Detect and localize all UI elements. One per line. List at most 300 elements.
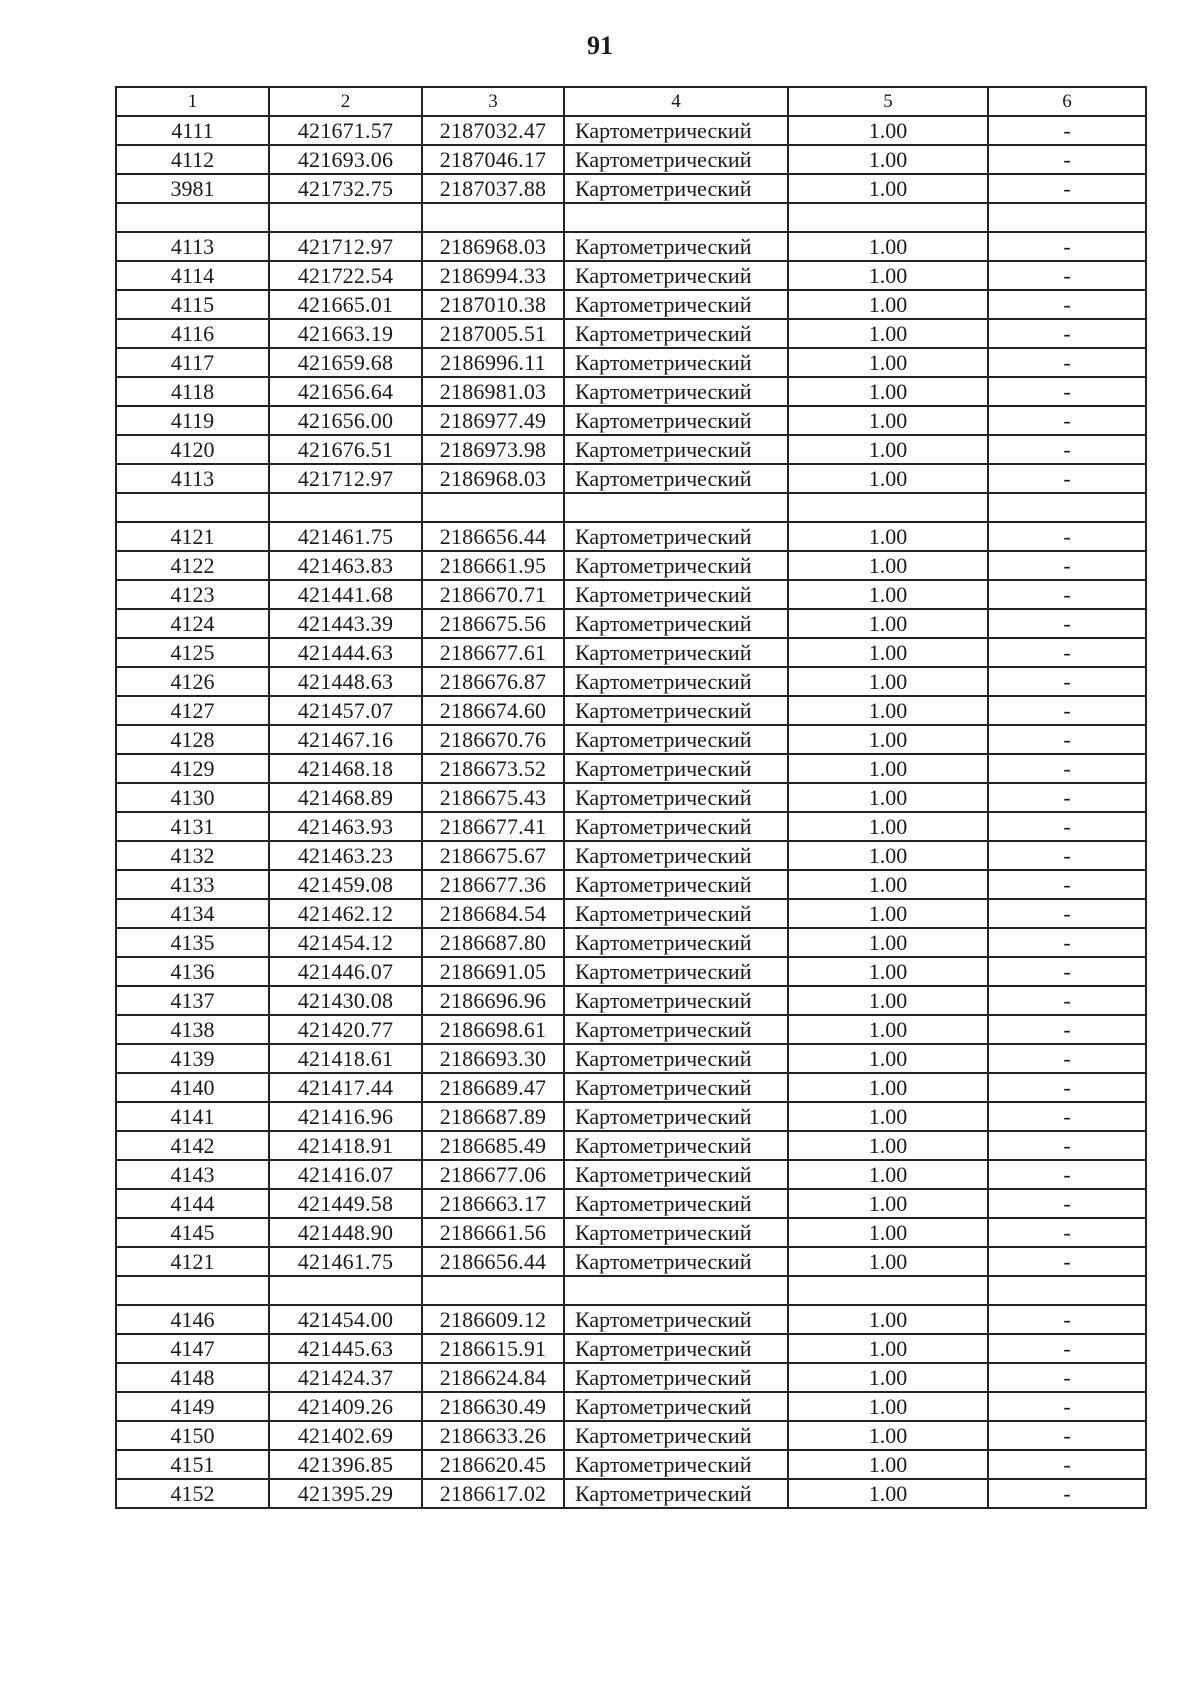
point-number-cell: 4139	[116, 1044, 269, 1073]
note-cell: -	[988, 116, 1146, 145]
y-coordinate-cell: 2186973.98	[422, 435, 564, 464]
accuracy-cell: 1.00	[788, 580, 988, 609]
table-body	[116, 116, 1146, 1508]
y-coordinate-cell: 2186673.52	[422, 754, 564, 783]
method-cell: Картометрический	[564, 725, 788, 754]
y-coordinate-cell: 2186675.56	[422, 609, 564, 638]
point-number-cell: 4117	[116, 348, 269, 377]
note-cell	[988, 1276, 1146, 1305]
table-row	[116, 174, 1146, 203]
table-row	[116, 928, 1146, 957]
x-coordinate-cell: 421454.00	[269, 1305, 422, 1334]
y-coordinate-cell: 2186661.95	[422, 551, 564, 580]
x-coordinate-cell: 421444.63	[269, 638, 422, 667]
accuracy-cell: 1.00	[788, 841, 988, 870]
note-cell: -	[988, 348, 1146, 377]
accuracy-cell: 1.00	[788, 232, 988, 261]
note-cell: -	[988, 406, 1146, 435]
point-number-cell: 4116	[116, 319, 269, 348]
y-coordinate-cell: 2186687.89	[422, 1102, 564, 1131]
method-cell: Картометрический	[564, 290, 788, 319]
note-cell: -	[988, 928, 1146, 957]
table-row	[116, 348, 1146, 377]
page-number: 91	[587, 31, 613, 60]
note-cell: -	[988, 1102, 1146, 1131]
point-number-cell: 4137	[116, 986, 269, 1015]
point-number-cell: 3981	[116, 174, 269, 203]
note-cell: -	[988, 638, 1146, 667]
table-row	[116, 290, 1146, 319]
note-cell: -	[988, 841, 1146, 870]
note-cell: -	[988, 580, 1146, 609]
accuracy-cell: 1.00	[788, 1218, 988, 1247]
point-number-cell: 4125	[116, 638, 269, 667]
accuracy-cell: 1.00	[788, 435, 988, 464]
note-cell: -	[988, 1363, 1146, 1392]
note-cell: -	[988, 174, 1146, 203]
x-coordinate-cell: 421416.96	[269, 1102, 422, 1131]
table-row	[116, 667, 1146, 696]
note-cell: -	[988, 609, 1146, 638]
table-row	[116, 841, 1146, 870]
accuracy-cell: 1.00	[788, 1450, 988, 1479]
x-coordinate-cell: 421659.68	[269, 348, 422, 377]
table-row	[116, 580, 1146, 609]
accuracy-cell: 1.00	[788, 1421, 988, 1450]
note-cell: -	[988, 667, 1146, 696]
point-number-cell: 4111	[116, 116, 269, 145]
method-cell: Картометрический	[564, 1421, 788, 1450]
y-coordinate-cell: 2186687.80	[422, 928, 564, 957]
accuracy-cell: 1.00	[788, 899, 988, 928]
accuracy-cell	[788, 203, 988, 232]
accuracy-cell: 1.00	[788, 1189, 988, 1218]
accuracy-cell: 1.00	[788, 406, 988, 435]
x-coordinate-cell: 421468.89	[269, 783, 422, 812]
y-coordinate-cell: 2186685.49	[422, 1131, 564, 1160]
note-cell: -	[988, 899, 1146, 928]
x-coordinate-cell: 421430.08	[269, 986, 422, 1015]
header-cell: 5	[788, 87, 988, 116]
table-row	[116, 203, 1146, 232]
note-cell: -	[988, 870, 1146, 899]
x-coordinate-cell: 421402.69	[269, 1421, 422, 1450]
table-row	[116, 812, 1146, 841]
note-cell: -	[988, 145, 1146, 174]
method-cell: Картометрический	[564, 1479, 788, 1508]
accuracy-cell: 1.00	[788, 1015, 988, 1044]
point-number-cell	[116, 1276, 269, 1305]
method-cell: Картометрический	[564, 1102, 788, 1131]
note-cell: -	[988, 1450, 1146, 1479]
table-row	[116, 493, 1146, 522]
accuracy-cell: 1.00	[788, 957, 988, 986]
accuracy-cell: 1.00	[788, 319, 988, 348]
header-cell: 3	[422, 87, 564, 116]
method-cell: Картометрический	[564, 377, 788, 406]
note-cell: -	[988, 1131, 1146, 1160]
table-row	[116, 1044, 1146, 1073]
y-coordinate-cell: 2186677.61	[422, 638, 564, 667]
table-row	[116, 1131, 1146, 1160]
method-cell: Картометрический	[564, 899, 788, 928]
point-number-cell: 4115	[116, 290, 269, 319]
y-coordinate-cell: 2186656.44	[422, 1247, 564, 1276]
accuracy-cell: 1.00	[788, 1044, 988, 1073]
accuracy-cell: 1.00	[788, 1334, 988, 1363]
table-row	[116, 696, 1146, 725]
table-row	[116, 783, 1146, 812]
point-number-cell: 4126	[116, 667, 269, 696]
x-coordinate-cell: 421467.16	[269, 725, 422, 754]
accuracy-cell: 1.00	[788, 986, 988, 1015]
point-number-cell: 4127	[116, 696, 269, 725]
x-coordinate-cell: 421418.61	[269, 1044, 422, 1073]
table-row	[116, 638, 1146, 667]
x-coordinate-cell: 421722.54	[269, 261, 422, 290]
point-number-cell: 4130	[116, 783, 269, 812]
header-cell: 1	[116, 87, 269, 116]
method-cell: Картометрический	[564, 116, 788, 145]
x-coordinate-cell: 421463.83	[269, 551, 422, 580]
y-coordinate-cell: 2186996.11	[422, 348, 564, 377]
x-coordinate-cell: 421732.75	[269, 174, 422, 203]
method-cell: Картометрический	[564, 1160, 788, 1189]
point-number-cell: 4149	[116, 1392, 269, 1421]
note-cell: -	[988, 1073, 1146, 1102]
table-row	[116, 899, 1146, 928]
table-row	[116, 754, 1146, 783]
note-cell: -	[988, 1044, 1146, 1073]
point-number-cell: 4148	[116, 1363, 269, 1392]
y-coordinate-cell: 2186675.43	[422, 783, 564, 812]
table-row	[116, 957, 1146, 986]
point-number-cell: 4140	[116, 1073, 269, 1102]
table-row	[116, 870, 1146, 899]
accuracy-cell: 1.00	[788, 609, 988, 638]
x-coordinate-cell: 421396.85	[269, 1450, 422, 1479]
note-cell	[988, 203, 1146, 232]
y-coordinate-cell: 2186696.96	[422, 986, 564, 1015]
table-row	[116, 1276, 1146, 1305]
note-cell: -	[988, 464, 1146, 493]
accuracy-cell: 1.00	[788, 696, 988, 725]
note-cell: -	[988, 1189, 1146, 1218]
method-cell: Картометрический	[564, 1334, 788, 1363]
accuracy-cell	[788, 493, 988, 522]
point-number-cell: 4144	[116, 1189, 269, 1218]
y-coordinate-cell: 2186698.61	[422, 1015, 564, 1044]
y-coordinate-cell: 2187005.51	[422, 319, 564, 348]
point-number-cell: 4143	[116, 1160, 269, 1189]
method-cell	[564, 493, 788, 522]
note-cell: -	[988, 1392, 1146, 1421]
accuracy-cell: 1.00	[788, 638, 988, 667]
x-coordinate-cell: 421461.75	[269, 522, 422, 551]
x-coordinate-cell: 421461.75	[269, 1247, 422, 1276]
y-coordinate-cell: 2186968.03	[422, 464, 564, 493]
x-coordinate-cell: 421457.07	[269, 696, 422, 725]
y-coordinate-cell: 2186994.33	[422, 261, 564, 290]
method-cell: Картометрический	[564, 812, 788, 841]
x-coordinate-cell: 421443.39	[269, 609, 422, 638]
y-coordinate-cell: 2186676.87	[422, 667, 564, 696]
accuracy-cell: 1.00	[788, 783, 988, 812]
note-cell: -	[988, 812, 1146, 841]
point-number-cell: 4131	[116, 812, 269, 841]
table-row	[116, 464, 1146, 493]
table-row	[116, 116, 1146, 145]
accuracy-cell: 1.00	[788, 1479, 988, 1508]
table-row	[116, 1102, 1146, 1131]
note-cell: -	[988, 551, 1146, 580]
accuracy-cell: 1.00	[788, 1247, 988, 1276]
y-coordinate-cell: 2186620.45	[422, 1450, 564, 1479]
method-cell: Картометрический	[564, 580, 788, 609]
accuracy-cell: 1.00	[788, 754, 988, 783]
method-cell: Картометрический	[564, 1044, 788, 1073]
note-cell: -	[988, 232, 1146, 261]
note-cell: -	[988, 696, 1146, 725]
x-coordinate-cell: 421416.07	[269, 1160, 422, 1189]
x-coordinate-cell	[269, 203, 422, 232]
note-cell: -	[988, 261, 1146, 290]
y-coordinate-cell: 2186609.12	[422, 1305, 564, 1334]
method-cell	[564, 1276, 788, 1305]
method-cell: Картометрический	[564, 232, 788, 261]
method-cell: Картометрический	[564, 754, 788, 783]
y-coordinate-cell: 2186691.05	[422, 957, 564, 986]
note-cell: -	[988, 319, 1146, 348]
y-coordinate-cell: 2186617.02	[422, 1479, 564, 1508]
point-number-cell	[116, 203, 269, 232]
y-coordinate-cell: 2186968.03	[422, 232, 564, 261]
method-cell: Картометрический	[564, 1392, 788, 1421]
note-cell: -	[988, 1479, 1146, 1508]
accuracy-cell: 1.00	[788, 377, 988, 406]
x-coordinate-cell: 421459.08	[269, 870, 422, 899]
y-coordinate-cell: 2187010.38	[422, 290, 564, 319]
x-coordinate-cell: 421712.97	[269, 464, 422, 493]
header-cell: 2	[269, 87, 422, 116]
y-coordinate-cell: 2186677.36	[422, 870, 564, 899]
point-number-cell: 4152	[116, 1479, 269, 1508]
note-cell: -	[988, 1015, 1146, 1044]
table-row	[116, 1305, 1146, 1334]
accuracy-cell: 1.00	[788, 348, 988, 377]
method-cell: Картометрический	[564, 1305, 788, 1334]
y-coordinate-cell: 2186674.60	[422, 696, 564, 725]
x-coordinate-cell: 421395.29	[269, 1479, 422, 1508]
x-coordinate-cell: 421463.23	[269, 841, 422, 870]
x-coordinate-cell: 421445.63	[269, 1334, 422, 1363]
table-row	[116, 551, 1146, 580]
method-cell: Картометрический	[564, 464, 788, 493]
table-row	[116, 406, 1146, 435]
point-number-cell: 4134	[116, 899, 269, 928]
note-cell: -	[988, 1218, 1146, 1247]
accuracy-cell: 1.00	[788, 1073, 988, 1102]
x-coordinate-cell: 421676.51	[269, 435, 422, 464]
note-cell: -	[988, 522, 1146, 551]
note-cell: -	[988, 377, 1146, 406]
x-coordinate-cell: 421441.68	[269, 580, 422, 609]
x-coordinate-cell: 421424.37	[269, 1363, 422, 1392]
method-cell: Картометрический	[564, 1073, 788, 1102]
point-number-cell: 4151	[116, 1450, 269, 1479]
point-number-cell: 4124	[116, 609, 269, 638]
x-coordinate-cell: 421420.77	[269, 1015, 422, 1044]
method-cell: Картометрический	[564, 1247, 788, 1276]
method-cell: Картометрический	[564, 522, 788, 551]
point-number-cell: 4113	[116, 232, 269, 261]
point-number-cell: 4120	[116, 435, 269, 464]
x-coordinate-cell: 421448.63	[269, 667, 422, 696]
x-coordinate-cell: 421409.26	[269, 1392, 422, 1421]
table-row	[116, 145, 1146, 174]
accuracy-cell	[788, 1276, 988, 1305]
method-cell: Картометрический	[564, 667, 788, 696]
point-number-cell: 4136	[116, 957, 269, 986]
accuracy-cell: 1.00	[788, 1392, 988, 1421]
table-row	[116, 1479, 1146, 1508]
y-coordinate-cell: 2186663.17	[422, 1189, 564, 1218]
note-cell	[988, 493, 1146, 522]
note-cell: -	[988, 725, 1146, 754]
coordinates-table	[115, 86, 1147, 1509]
y-coordinate-cell: 2186677.41	[422, 812, 564, 841]
y-coordinate-cell: 2186656.44	[422, 522, 564, 551]
table-row	[116, 522, 1146, 551]
accuracy-cell: 1.00	[788, 522, 988, 551]
table-row	[116, 1421, 1146, 1450]
method-cell	[564, 203, 788, 232]
point-number-cell	[116, 493, 269, 522]
method-cell: Картометрический	[564, 174, 788, 203]
note-cell: -	[988, 290, 1146, 319]
method-cell: Картометрический	[564, 435, 788, 464]
x-coordinate-cell: 421712.97	[269, 232, 422, 261]
method-cell: Картометрический	[564, 870, 788, 899]
x-coordinate-cell: 421448.90	[269, 1218, 422, 1247]
y-coordinate-cell	[422, 1276, 564, 1305]
accuracy-cell: 1.00	[788, 174, 988, 203]
note-cell: -	[988, 1334, 1146, 1363]
x-coordinate-cell: 421656.00	[269, 406, 422, 435]
accuracy-cell: 1.00	[788, 725, 988, 754]
note-cell: -	[988, 1305, 1146, 1334]
point-number-cell: 4132	[116, 841, 269, 870]
accuracy-cell: 1.00	[788, 1305, 988, 1334]
method-cell: Картометрический	[564, 957, 788, 986]
y-coordinate-cell: 2186633.26	[422, 1421, 564, 1450]
x-coordinate-cell: 421468.18	[269, 754, 422, 783]
accuracy-cell: 1.00	[788, 145, 988, 174]
method-cell: Картометрический	[564, 1450, 788, 1479]
y-coordinate-cell	[422, 493, 564, 522]
table-row	[116, 1334, 1146, 1363]
accuracy-cell: 1.00	[788, 870, 988, 899]
note-cell: -	[988, 1247, 1146, 1276]
y-coordinate-cell: 2186630.49	[422, 1392, 564, 1421]
point-number-cell: 4123	[116, 580, 269, 609]
method-cell: Картометрический	[564, 986, 788, 1015]
point-number-cell: 4129	[116, 754, 269, 783]
method-cell: Картометрический	[564, 551, 788, 580]
method-cell: Картометрический	[564, 1015, 788, 1044]
accuracy-cell: 1.00	[788, 1102, 988, 1131]
method-cell: Картометрический	[564, 1363, 788, 1392]
y-coordinate-cell: 2186670.71	[422, 580, 564, 609]
x-coordinate-cell: 421417.44	[269, 1073, 422, 1102]
table-row	[116, 1392, 1146, 1421]
y-coordinate-cell: 2186693.30	[422, 1044, 564, 1073]
point-number-cell: 4122	[116, 551, 269, 580]
table-row	[116, 725, 1146, 754]
x-coordinate-cell: 421418.91	[269, 1131, 422, 1160]
y-coordinate-cell: 2187032.47	[422, 116, 564, 145]
note-cell: -	[988, 754, 1146, 783]
y-coordinate-cell: 2186615.91	[422, 1334, 564, 1363]
x-coordinate-cell: 421463.93	[269, 812, 422, 841]
point-number-cell: 4141	[116, 1102, 269, 1131]
accuracy-cell: 1.00	[788, 928, 988, 957]
accuracy-cell: 1.00	[788, 812, 988, 841]
table-row	[116, 609, 1146, 638]
table-row	[116, 1363, 1146, 1392]
method-cell: Картометрический	[564, 928, 788, 957]
y-coordinate-cell: 2186684.54	[422, 899, 564, 928]
y-coordinate-cell: 2187046.17	[422, 145, 564, 174]
point-number-cell: 4119	[116, 406, 269, 435]
x-coordinate-cell: 421446.07	[269, 957, 422, 986]
point-number-cell: 4133	[116, 870, 269, 899]
point-number-cell: 4113	[116, 464, 269, 493]
note-cell: -	[988, 1421, 1146, 1450]
method-cell: Картометрический	[564, 638, 788, 667]
point-number-cell: 4114	[116, 261, 269, 290]
point-number-cell: 4142	[116, 1131, 269, 1160]
table-row	[116, 1218, 1146, 1247]
x-coordinate-cell	[269, 1276, 422, 1305]
point-number-cell: 4138	[116, 1015, 269, 1044]
y-coordinate-cell: 2186677.06	[422, 1160, 564, 1189]
point-number-cell: 4118	[116, 377, 269, 406]
x-coordinate-cell: 421462.12	[269, 899, 422, 928]
method-cell: Картометрический	[564, 319, 788, 348]
accuracy-cell: 1.00	[788, 551, 988, 580]
table-header-row	[116, 87, 1146, 116]
table-row	[116, 435, 1146, 464]
method-cell: Картометрический	[564, 609, 788, 638]
point-number-cell: 4112	[116, 145, 269, 174]
x-coordinate-cell: 421665.01	[269, 290, 422, 319]
x-coordinate-cell: 421693.06	[269, 145, 422, 174]
y-coordinate-cell: 2186981.03	[422, 377, 564, 406]
x-coordinate-cell: 421656.64	[269, 377, 422, 406]
note-cell: -	[988, 783, 1146, 812]
method-cell: Картометрический	[564, 1131, 788, 1160]
table-row	[116, 377, 1146, 406]
method-cell: Картометрический	[564, 783, 788, 812]
note-cell: -	[988, 957, 1146, 986]
point-number-cell: 4121	[116, 1247, 269, 1276]
x-coordinate-cell: 421454.12	[269, 928, 422, 957]
table-row	[116, 1015, 1146, 1044]
method-cell: Картометрический	[564, 1189, 788, 1218]
point-number-cell: 4150	[116, 1421, 269, 1450]
y-coordinate-cell	[422, 203, 564, 232]
